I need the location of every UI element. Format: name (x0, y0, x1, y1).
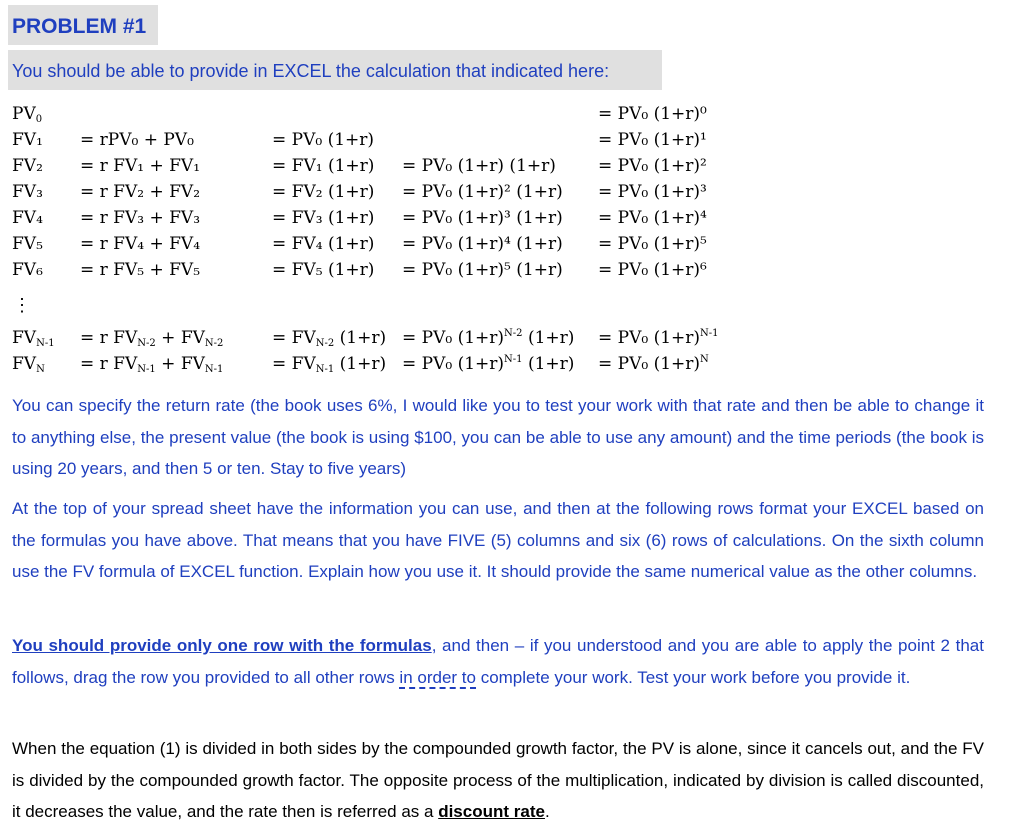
fv4-c2: = FV₃ (1+r) (272, 208, 375, 228)
fv3-c1: = r FV₂ + FV₂ (80, 182, 201, 202)
p3-text-b: complete your work. Test your work before you provide it. (475, 667, 911, 687)
pv-text: PV (12, 104, 36, 124)
fvn-c3: = PV₀ $(1+r)^{N-1}$ (1+r) (402, 354, 575, 374)
fvn-c2: = $FV_{N-1}$ (1+r) (272, 354, 387, 375)
fv6-c3: = PV₀ (1+r)⁵ (1+r) (402, 260, 563, 280)
fv2-c1: = r FV₁ + FV₁ (80, 156, 201, 176)
fvn-lhs: $FV_N$ (12, 354, 45, 375)
fvn-c1: = r $FV_{N-1} + FV_{N-1}$ (80, 354, 224, 375)
fvn-c4: = PV₀ $(1+r)^N$ (598, 354, 709, 374)
fv5-c2: = FV₄ (1+r) (272, 234, 375, 254)
p3-text-a: , and then – if you understood and you are able to apply the point 2 that follows, drag the row you provided to all other rows (12, 636, 984, 687)
fv3-lhs: FV₃ (12, 182, 43, 202)
fv6-lhs: FV₆ (12, 260, 43, 280)
vertical-ellipsis: ⋮ (13, 295, 31, 316)
fv4-c1: = r FV₃ + FV₃ (80, 208, 201, 228)
p4-text-b: . (544, 802, 550, 821)
fv3-c4: = PV₀ (1+r)³ (598, 182, 707, 202)
discount-rate-term: discount rate (438, 802, 545, 821)
fv2-c3: = PV₀ (1+r) (1+r) (402, 156, 556, 176)
fv1-lhs: FV₁ (12, 130, 43, 150)
p4-text-a: When the equation (1) is divided in both sides by the compounded growth factor, the PV is alone, since it cancels out, and the FV is divided by the compounded growth factor. The opposite process of the multiplication, indicated by division is called discounted, it decreases the value, and the rate then is referred as a (12, 739, 984, 821)
paragraph-spreadsheet: At the top of your spread sheet have the information you can use, and then at the following rows format your EXCEL based on the formulas you have above. That means that you have FIVE (5) columns and six (6) rows of calculations. On the sixth column use the FV formula of EXCEL function. Explain how you use it. It should provide the same numerical value as the other columns. (12, 499, 984, 581)
fv6-c2: = FV₅ (1+r) (272, 260, 375, 280)
fv4-lhs: FV₄ (12, 208, 43, 228)
fvn1-c1: = r $FV_{N-2} + FV_{N-2}$ (80, 328, 224, 349)
fv5-lhs: FV₅ (12, 234, 43, 254)
fv3-c2: = FV₂ (1+r) (272, 182, 375, 202)
fv2-c2: = FV₁ (1+r) (272, 156, 375, 176)
fvn1-c4: = PV₀ $(1+r)^{N-1}$ (598, 328, 719, 348)
fv2-c4: = PV₀ (1+r)² (598, 156, 707, 176)
fvn1-c3: = PV₀ $(1+r)^{N-2}$ (1+r) (402, 328, 575, 348)
pv0-result: = PV₀ (1+r)⁰ (598, 104, 707, 124)
paragraph-formulas (12, 630, 984, 693)
fv3-c3: = PV₀ (1+r)² (1+r) (402, 182, 563, 202)
fv1-c1: = rPV₀ + PV₀ (80, 130, 194, 150)
in-order-to-text: in order to (399, 667, 476, 687)
fvn1-lhs: $FV_{N-1}$ (12, 328, 55, 349)
instruction-text: You should be able to provide in EXCEL the calculation that indicated here: (12, 61, 610, 81)
fv6-c1: = r FV₅ + FV₅ (80, 260, 201, 280)
paragraph-rate: You can specify the return rate (the book uses 6%, I would like you to test your work with that rate and then be able to change it to anything else, the present value (the book is using $100, you can be able to use any amount) and the time periods (the book is using 20 years, and then 5 or ten. Stay to five years) (12, 396, 984, 478)
fvn1-c2: = $FV_{N-2}$ (1+r) (272, 328, 387, 349)
fv1-c4: = PV₀ (1+r)¹ (598, 130, 707, 150)
problem-title: PROBLEM #1 (12, 15, 147, 38)
paragraph-discount (12, 733, 984, 828)
pv-sub: 0 (35, 114, 43, 125)
fv4-c4: = PV₀ (1+r)⁴ (598, 208, 707, 228)
fv5-c3: = PV₀ (1+r)⁴ (1+r) (402, 234, 563, 254)
fv5-c4: = PV₀ (1+r)⁵ (598, 234, 707, 254)
one-row-link[interactable]: You should provide only one row with the formulas (12, 636, 432, 655)
pv0-label (12, 104, 42, 124)
fv4-c3: = PV₀ (1+r)³ (1+r) (402, 208, 563, 228)
fv6-c4: = PV₀ (1+r)⁶ (598, 260, 707, 280)
fv2-lhs: FV₂ (12, 156, 43, 176)
fv1-c2: = PV₀ (1+r) (272, 130, 375, 150)
fv5-c1: = r FV₄ + FV₄ (80, 234, 201, 254)
